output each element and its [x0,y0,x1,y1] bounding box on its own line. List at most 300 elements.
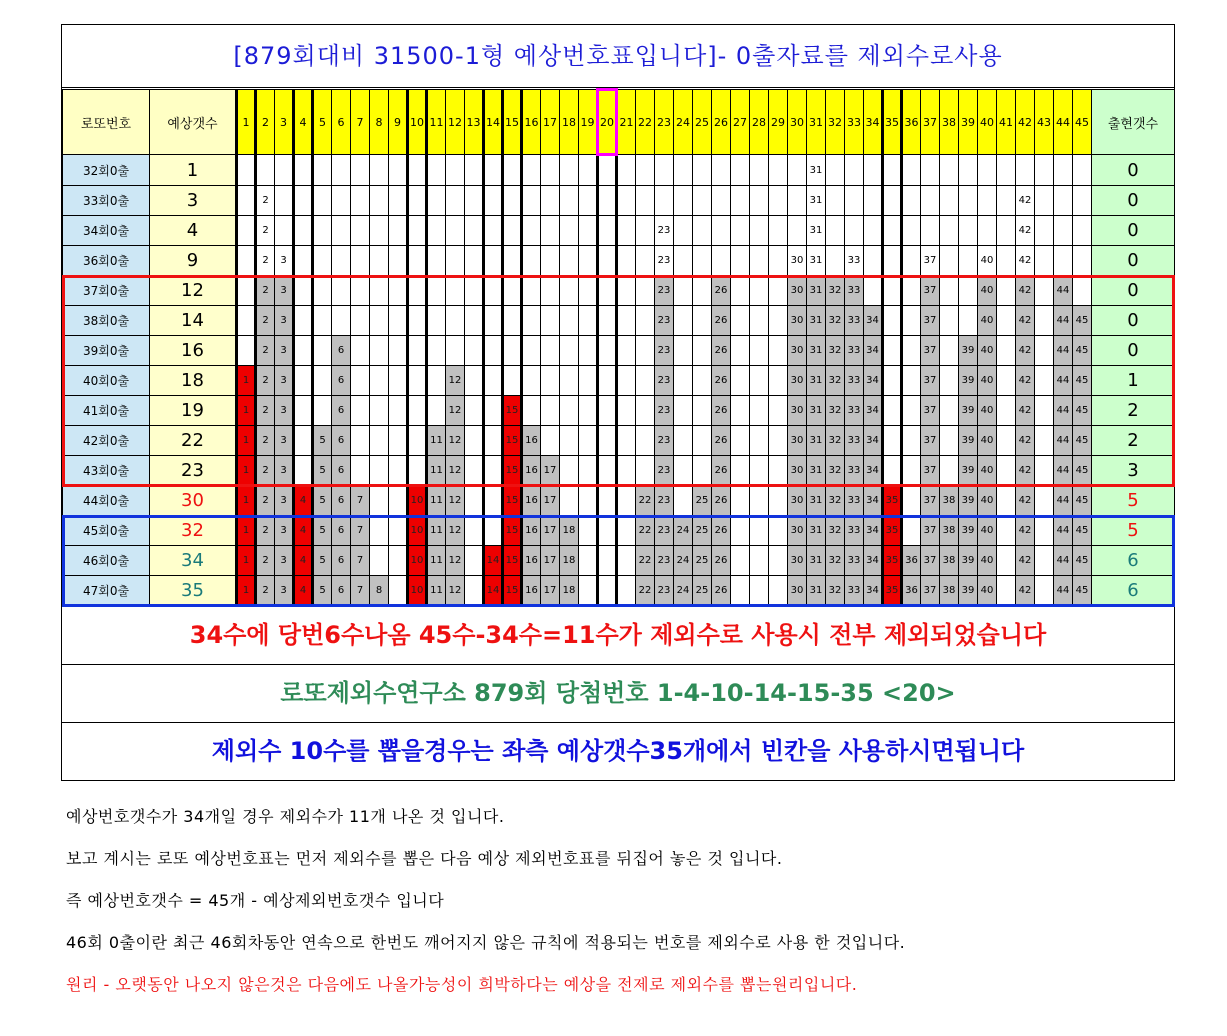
number-cell-filled: 32 [826,276,845,306]
number-cell-empty [674,306,693,336]
instruction-banner: 제외수 10수를 뽑을경우는 좌측 예상갯수35개에서 빈칸을 사용하시면됩니다 [62,722,1174,780]
number-cell-empty [883,246,902,276]
row-appearance-count: 0 [1092,306,1175,336]
number-cell-empty [294,306,313,336]
number-cell-empty [560,426,579,456]
number-cell-empty [579,366,598,396]
number-cell-filled: 25 [693,516,712,546]
number-cell-empty [750,366,769,396]
number-cell-empty [294,155,313,186]
header-number-27: 27 [731,90,750,155]
number-cell-empty [617,456,636,486]
number-cell-filled: 17 [541,546,560,576]
number-cell-empty [997,486,1016,516]
number-cell-empty [541,306,560,336]
number-cell-empty [617,246,636,276]
number-cell-empty [731,186,750,216]
row-label: 41회0출 [63,396,150,426]
header-number-45: 45 [1073,90,1092,155]
number-cell-filled: 15 [503,486,522,516]
number-cell-empty [522,155,541,186]
number-cell-filled: 25 [693,486,712,516]
header-number-13: 13 [465,90,484,155]
number-cell-empty [484,396,503,426]
number-cell-empty [370,276,389,306]
number-cell-filled: 1 [237,396,256,426]
number-cell-empty [750,486,769,516]
header-number-29: 29 [769,90,788,155]
number-cell-filled: 31 [807,456,826,486]
row-appearance-count: 5 [1092,486,1175,516]
number-cell-empty [617,155,636,186]
row-prediction-count: 22 [150,426,237,456]
number-cell-empty [750,276,769,306]
number-cell-empty [1054,186,1073,216]
number-cell-empty [769,276,788,306]
number-cell-empty [389,576,408,606]
number-cell-empty [712,216,731,246]
number-cell-filled: 39 [959,366,978,396]
number-cell-empty [693,186,712,216]
number-cell-empty [560,336,579,366]
number-cell-filled: 31 [807,426,826,456]
number-cell-empty [1073,246,1092,276]
number-cell-filled: 22 [636,576,655,606]
number-cell-empty [427,216,446,246]
number-cell-empty [408,456,427,486]
row-label: 34회0출 [63,216,150,246]
number-cell-empty [617,366,636,396]
number-cell-empty [446,186,465,216]
number-cell-empty [1035,155,1054,186]
number-cell-empty [313,366,332,396]
number-cell-filled: 39 [959,426,978,456]
header-number-23: 23 [655,90,674,155]
header-number-12: 12 [446,90,465,155]
number-cell-filled: 40 [978,426,997,456]
row-label: 36회0출 [63,246,150,276]
number-cell-filled: 30 [788,396,807,426]
number-cell-empty [712,186,731,216]
number-cell-filled: 23 [655,486,674,516]
number-cell-filled: 26 [712,546,731,576]
number-cell-filled: 30 [788,516,807,546]
number-cell-empty [351,276,370,306]
number-cell-empty [636,306,655,336]
row-prediction-count: 35 [150,576,237,606]
number-cell-empty [351,246,370,276]
number-cell-filled: 2 [256,576,275,606]
number-cell-filled: 15 [503,396,522,426]
number-cell-empty [389,396,408,426]
row-label: 33회0출 [63,186,150,216]
number-cell-filled: 7 [351,546,370,576]
number-cell-filled: 23 [655,216,674,246]
prediction-table [62,88,1175,606]
number-cell-filled: 2 [256,336,275,366]
number-cell-filled: 2 [256,546,275,576]
number-cell-filled: 30 [788,546,807,576]
number-cell-empty [560,246,579,276]
number-cell-filled: 37 [921,366,940,396]
row-appearance-count: 2 [1092,396,1175,426]
row-label: 40회0출 [63,366,150,396]
number-cell-filled: 40 [978,306,997,336]
number-cell-empty [408,276,427,306]
number-cell-filled: 2 [256,246,275,276]
number-cell-empty [864,216,883,246]
number-cell-empty [389,186,408,216]
number-cell-empty [750,396,769,426]
number-cell-filled: 39 [959,336,978,366]
number-cell-empty [598,186,617,216]
header-number-22: 22 [636,90,655,155]
header-number-44: 44 [1054,90,1073,155]
number-cell-filled: 37 [921,426,940,456]
number-cell-filled: 25 [693,576,712,606]
number-cell-empty [256,155,275,186]
number-cell-empty [332,186,351,216]
number-cell-empty [541,186,560,216]
number-cell-empty [579,246,598,276]
number-cell-empty [598,155,617,186]
number-cell-empty [1035,546,1054,576]
number-cell-filled: 17 [541,456,560,486]
number-cell-filled: 10 [408,546,427,576]
number-cell-filled: 18 [560,576,579,606]
number-cell-filled: 38 [940,546,959,576]
number-cell-empty [370,186,389,216]
number-cell-filled: 42 [1016,516,1035,546]
number-cell-filled: 30 [788,486,807,516]
header-number-37: 37 [921,90,940,155]
number-cell-empty [997,276,1016,306]
number-cell-empty [237,306,256,336]
number-cell-empty [332,216,351,246]
header-number-18: 18 [560,90,579,155]
number-cell-empty [560,155,579,186]
number-cell-empty [294,426,313,456]
number-cell-empty [313,336,332,366]
number-cell-empty [997,306,1016,336]
number-cell-empty [560,486,579,516]
number-cell-filled: 6 [332,456,351,486]
number-cell-empty [560,216,579,246]
number-cell-filled: 26 [712,456,731,486]
header-number-6: 6 [332,90,351,155]
number-cell-filled: 33 [845,366,864,396]
number-cell-filled: 3 [275,396,294,426]
number-cell-filled: 1 [237,576,256,606]
number-cell-filled: 40 [978,396,997,426]
header-number-5: 5 [313,90,332,155]
number-cell-empty [997,155,1016,186]
row-appearance-count: 1 [1092,366,1175,396]
number-cell-empty [845,186,864,216]
number-cell-empty [636,155,655,186]
number-cell-empty [636,366,655,396]
number-cell-empty [636,186,655,216]
number-cell-filled: 16 [522,546,541,576]
number-cell-empty [1054,246,1073,276]
number-cell-filled: 24 [674,546,693,576]
note-line: 보고 계시는 로또 예상번호표는 먼저 제외수를 뽑은 다음 예상 제외번호표를 뒤집어 놓은 것 입니다. [66,849,783,868]
number-cell-filled: 40 [978,576,997,606]
number-cell-empty [826,246,845,276]
number-cell-empty [560,306,579,336]
number-cell-empty [560,276,579,306]
number-cell-empty [237,276,256,306]
number-cell-filled: 34 [864,516,883,546]
number-cell-filled: 26 [712,576,731,606]
number-cell-filled: 6 [332,336,351,366]
number-cell-empty [826,216,845,246]
number-cell-filled: 34 [864,336,883,366]
number-cell-empty [465,576,484,606]
number-cell-empty [465,366,484,396]
number-cell-filled: 31 [807,186,826,216]
number-cell-empty [370,246,389,276]
header-number-35: 35 [883,90,902,155]
number-cell-filled: 45 [1073,546,1092,576]
header-lotto-number: 로또번호 [63,90,150,155]
number-cell-filled: 33 [845,516,864,546]
number-cell-empty [465,516,484,546]
table-row [63,276,1175,306]
number-cell-filled: 42 [1016,486,1035,516]
number-cell-empty [940,396,959,426]
number-cell-filled: 16 [522,426,541,456]
note-line: 예상번호갯수가 34개일 경우 제외수가 11개 나온 것 입니다. [66,807,505,826]
number-cell-empty [883,276,902,306]
number-cell-empty [997,396,1016,426]
row-appearance-count: 6 [1092,576,1175,606]
number-cell-filled: 6 [332,576,351,606]
number-cell-empty [731,396,750,426]
number-cell-filled: 37 [921,516,940,546]
table-row [63,155,1175,186]
table-row [63,396,1175,426]
number-cell-filled: 17 [541,576,560,606]
number-cell-empty [636,246,655,276]
number-cell-empty [370,426,389,456]
number-cell-filled: 34 [864,546,883,576]
number-cell-empty [484,336,503,366]
number-cell-empty [997,246,1016,276]
number-cell-filled: 2 [256,306,275,336]
number-cell-empty [883,336,902,366]
header-number-11: 11 [427,90,446,155]
number-cell-empty [959,155,978,186]
number-cell-filled: 26 [712,426,731,456]
number-cell-filled: 15 [503,456,522,486]
number-cell-empty [693,426,712,456]
number-cell-filled: 10 [408,576,427,606]
number-cell-empty [1054,216,1073,246]
number-cell-empty [731,576,750,606]
number-cell-filled: 45 [1073,456,1092,486]
number-cell-empty [978,186,997,216]
number-cell-empty [769,306,788,336]
number-cell-filled: 40 [978,366,997,396]
table-row [63,516,1175,546]
number-cell-filled: 40 [978,456,997,486]
number-cell-empty [370,396,389,426]
number-cell-filled: 42 [1016,366,1035,396]
note-line-principle: 원리 - 오랫동안 나오지 않은것은 다음에도 나올가능성이 희박하다는 예상을 전제로 제외수를 뽑는원리입니다. [66,975,858,994]
number-cell-empty [674,456,693,486]
number-cell-filled: 6 [332,546,351,576]
number-cell-empty [769,546,788,576]
number-cell-filled: 42 [1016,276,1035,306]
number-cell-filled: 32 [826,576,845,606]
number-cell-empty [674,396,693,426]
number-cell-empty [351,306,370,336]
row-label: 45회0출 [63,516,150,546]
number-cell-empty [997,576,1016,606]
number-cell-filled: 23 [655,546,674,576]
number-cell-filled: 11 [427,486,446,516]
number-cell-empty [370,216,389,246]
winning-numbers-banner: 로또제외수연구소 879회 당첨번호 1-4-10-14-15-35 <20> [62,664,1174,722]
number-cell-filled: 44 [1054,426,1073,456]
number-cell-empty [788,186,807,216]
number-cell-empty [902,216,921,246]
number-cell-empty [408,396,427,426]
number-cell-empty [864,186,883,216]
number-cell-empty [750,336,769,366]
number-cell-filled: 3 [275,516,294,546]
number-cell-empty [408,155,427,186]
explanation-notes [66,803,1166,1013]
number-cell-filled: 1 [237,366,256,396]
number-cell-empty [294,396,313,426]
number-cell-filled: 37 [921,276,940,306]
number-cell-empty [731,216,750,246]
number-cell-empty [484,246,503,276]
number-cell-filled: 42 [1016,546,1035,576]
row-prediction-count: 9 [150,246,237,276]
number-cell-empty [674,426,693,456]
number-cell-empty [579,396,598,426]
number-cell-empty [484,216,503,246]
number-cell-empty [1035,426,1054,456]
number-cell-empty [465,396,484,426]
number-cell-filled: 6 [332,396,351,426]
number-cell-empty [541,426,560,456]
number-cell-empty [997,456,1016,486]
header-number-1: 1 [237,90,256,155]
number-cell-empty [408,366,427,396]
number-cell-empty [693,336,712,366]
number-cell-filled: 33 [845,426,864,456]
number-cell-filled: 11 [427,426,446,456]
number-cell-filled: 23 [655,426,674,456]
number-cell-filled: 34 [864,486,883,516]
number-cell-filled: 23 [655,456,674,486]
number-cell-filled: 32 [826,306,845,336]
number-cell-empty [332,306,351,336]
number-cell-empty [978,216,997,246]
number-cell-filled: 30 [788,306,807,336]
number-cell-empty [446,216,465,246]
header-number-39: 39 [959,90,978,155]
header-number-17: 17 [541,90,560,155]
number-cell-empty [750,516,769,546]
number-cell-empty [693,155,712,186]
row-appearance-count: 5 [1092,516,1175,546]
number-cell-filled: 23 [655,246,674,276]
number-cell-filled: 3 [275,456,294,486]
number-cell-empty [902,246,921,276]
row-appearance-count: 0 [1092,336,1175,366]
number-cell-empty [541,276,560,306]
number-cell-filled: 14 [484,576,503,606]
number-cell-filled: 33 [845,336,864,366]
number-cell-empty [674,486,693,516]
number-cell-empty [408,306,427,336]
number-cell-empty [465,276,484,306]
number-cell-filled: 2 [256,456,275,486]
number-cell-empty [579,336,598,366]
number-cell-empty [427,276,446,306]
number-cell-empty [997,426,1016,456]
number-cell-filled: 40 [978,516,997,546]
number-cell-empty [959,186,978,216]
number-cell-filled: 32 [826,516,845,546]
number-cell-empty [864,246,883,276]
number-cell-empty [997,216,1016,246]
number-cell-filled: 2 [256,486,275,516]
number-cell-filled: 42 [1016,186,1035,216]
number-cell-filled: 30 [788,246,807,276]
number-cell-filled: 2 [256,276,275,306]
number-cell-empty [389,516,408,546]
number-cell-filled: 5 [313,546,332,576]
number-cell-empty [750,186,769,216]
number-cell-empty [1016,155,1035,186]
number-cell-empty [579,216,598,246]
number-cell-filled: 38 [940,576,959,606]
header-number-38: 38 [940,90,959,155]
number-cell-empty [940,336,959,366]
number-cell-empty [883,396,902,426]
number-cell-empty [484,486,503,516]
number-cell-filled: 30 [788,576,807,606]
number-cell-empty [1035,336,1054,366]
number-cell-empty [389,456,408,486]
number-cell-filled: 23 [655,336,674,366]
number-cell-filled: 18 [560,546,579,576]
number-cell-filled: 32 [826,486,845,516]
number-cell-empty [446,306,465,336]
table-row [63,456,1175,486]
number-cell-filled: 34 [864,426,883,456]
number-cell-filled: 12 [446,516,465,546]
number-cell-empty [465,155,484,186]
row-prediction-count: 18 [150,366,237,396]
number-cell-filled: 37 [921,246,940,276]
number-cell-filled: 2 [256,186,275,216]
number-cell-empty [294,336,313,366]
number-cell-empty [750,155,769,186]
number-cell-empty [598,516,617,546]
header-number-32: 32 [826,90,845,155]
header-number-41: 41 [997,90,1016,155]
number-cell-empty [598,336,617,366]
number-cell-empty [351,396,370,426]
number-cell-empty [617,576,636,606]
